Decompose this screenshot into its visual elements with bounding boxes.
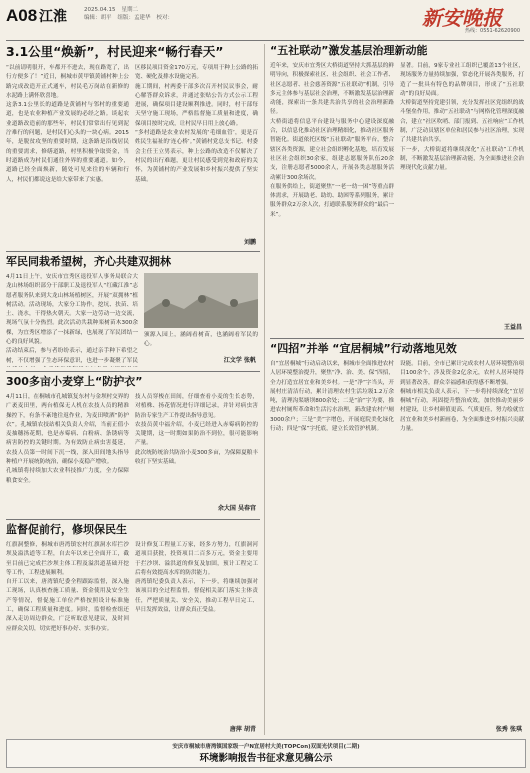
banner-title: 环境影响报告书征求意见稿公示	[199, 753, 333, 764]
article-body: 设能。目前，全市已累计完成农村人居环境整治项目100余个，涉及资金2亿余元，农村人居环境得到显著改善，群众幸福感和获得感不断增强。 桐城市相关负责人表示，下一步将持续深化“宜居桐城”行动，巩固提升整治成效，加快推动美丽乡村建设，让乡村颜值更高、气质更佳，努力绘就宜居宜业和美乡村新画卷，为全面推进乡村振兴贡献力量。	[400, 361, 524, 433]
article-body: 技人员穿梭在田间，仔细查看小麦的生长态势，对植株、扬花情况进行详细记录，并针对病虫害防治专家生产工作提出指导意见。 农技员黄中福介绍，小麦已经进入赤霉病防控的关键期，这一时期如果防治不到位，很可能影响产量。 此次统防统治共防治小麦300多亩，为保障夏粮丰收打下坚实基础。	[135, 394, 258, 466]
section-divider	[6, 251, 260, 252]
issue-weekday: 星期二	[121, 7, 139, 13]
article-body: 4月11日，在桐城市孔城镇复东村与金坝村交界的广袤麦田里，两台植保无人机在农技人员的精准操控下，有条不紊地往返作业，为麦田喷洒“防护衣”。孔城镇农技站相关负责人介绍，当前正值小麦抽穗扬花期，也是赤霉病、白粉病、条锈病等病害防控的关键时期。为有效防止病虫害蔓延，农技人员第一时间下沉一线，深入田间地头指导种植户开展统防统治，确保小麦稳产增收。 孔城镇将持续加大农业科技推广力度，全力保障粮食安全。	[6, 394, 129, 484]
public-notice-banner	[6, 739, 526, 768]
article-headline: 3.1公里“焕新”，村民迎来“畅行春天”	[6, 44, 224, 59]
masthead-rule	[6, 40, 524, 41]
article-body: 设计修复工程量工万家，经多方努力，红旗洞河道项目获批，投资项目二百多万元，资金主要用于拦沙坝、溢洪道的修复及加固，预计工程完工后将有效提高水库的防洪能力。 唐湾镇纪委负责人表示，下一步，将继续加强对该项目的全过程监督，督促相关部门落实主体责任，严把质量关、安全关，推动工程早日完工、早日发挥效益，让群众真正受益。	[135, 542, 258, 614]
article-body: 近年来，安庆市宜秀区大桥街道坚持大抓基层的鲜明导向，积极探索社区、社会组织、社会工作者、社区志愿者、社会慈善资源“五社联动”机制，引导多元主体参与基层社会治理，不断激发基层治理新动能，探索出一条共建共治共享的社会治理新路径。 大桥街道将信息平台建设与服务中心建设深度融合，以信息化推动社区治理精细化，推动社区服务智能化。街道依托区级“五社联动”服务平台，整合辖区各类资源，建立社会组织孵化基地，培育发展社区社会组织30余家，组建志愿服务队伍20余支，注册志愿者5000余人，开展各类志愿服务活动累计300余场次。 在服务供给上，街道聚焦“一老一幼一困”等重点群体需求，开展助老、助幼、助困等系列服务，累计服务群众2万余人次，打通联系服务群众的“最后一米”。	[270, 63, 394, 218]
article-byline: 江文学 张帆	[223, 357, 256, 364]
article-headline: 监督促前行，修坝保民生	[6, 523, 127, 536]
proof-credit: 校对：	[156, 14, 174, 21]
article-village-road	[6, 44, 258, 249]
banner-project-name: 安庆市桐城市唐湾镇国家级一户N宜居村大美(TOPCon)双面光伏项目(二期)	[172, 744, 360, 750]
issue-meta	[84, 7, 179, 22]
article-dam-supervision	[6, 523, 258, 735]
section-title: 江淮	[39, 9, 67, 25]
article-byline: 刘鹏	[243, 239, 256, 246]
masthead	[0, 0, 530, 40]
photo-placeholder-icon	[144, 273, 258, 328]
article-headline: “五社联动”激发基层治理新动能	[270, 44, 428, 57]
issue-date: 2025.04.15	[84, 7, 116, 13]
article-tree-planting	[6, 255, 258, 367]
article-body: 红旗洞整修，桐城市唐湾镇宏村红旗洞水库拦沙坝及溢洪道等工程，自去年以来已全面开工，截至目前已完成拦沙坝主体工程及溢洪道基础开挖等工作，工程进展顺利。 自开工以来，唐湾镇纪委全程跟踪监督，深入施工现场，认真核查施工质量、资金使用及安全生产等情况，督促施工单位严格按照设计标准施工，确保工程质量和进度。同时，监督检查组还深入走访周边群众，广泛听取意见建议，及时回应群众关切，切实把好事办好、实事办实。	[6, 542, 129, 632]
article-headline: 300多亩小麦穿上“防护衣”	[6, 375, 143, 388]
article-headline: “四招”并举 “宜居桐城”行动落地见效	[270, 342, 457, 355]
section-divider	[6, 519, 260, 520]
article-body: 显著。目前，9家专业社工组织已覆盖13个社区，现场服务力量持续加强，常态化开展各类服务，打造了一批具有特色的品牌项目，形成了“五社联动”的良好局面。 大桥街道坚持党建引领，充分发挥社区党组织的战斗堡垒作用，推动“五社联动”与网格化管理深度融合，建立“社区吹哨、部门报到、五社响应”工作机制，广泛动员辖区单位和居民参与社区治理，实现了共建共治共享。 下一步，大桥街道将继续深化“五社联动”工作机制，不断激发基层治理新动能，为全面推进社会治理现代化贡献力量。	[400, 63, 524, 172]
article-wheat-protection	[6, 375, 258, 515]
article-byline: 唐萍 胡青	[229, 726, 256, 733]
editor-credit: 编辑：胡平	[84, 14, 112, 21]
hotline: 热线：0551-62620900	[465, 28, 520, 34]
column-divider	[264, 44, 265, 735]
article-headline: 军民同栽希望树，齐心共建双拥林	[6, 255, 171, 268]
article-byline: 余大国 吴春宫	[217, 505, 256, 512]
section-divider	[6, 371, 260, 372]
article-body: 4月11日上午，安庆市宜秀区退役军人事务局联合大龙山林场组织部分干部职工及退役军人“红藏江淮”志愿者服务队来到大龙山林场植树区，开展“双拥林”植树活动。活动现场，大家分工协作，挖坑、扶苗、培土、浇水，干得热火朝天。大家一边劳动一边交流，现场气氛十分热烈。此次活动共栽种栾树苗木300余棵，为宜秀区增添了一抹新绿，也展现了军民团结一心的良好风貌。 活动结束后，参与者纷纷表示，通过亲手种下希望之树，不仅增强了生态环保意识，也进一步凝聚了军民	[6, 274, 138, 364]
article-byline: 张秀 张琪	[495, 726, 522, 733]
article-body: “以前请明很开，车都开不进去，现在路宽了，出行方便多了！”近日，桐城市黄甲镇黄铺村种上公路完成改造开正式通车，村民毛万岗站在新修的水泥路上满怀欣喜地。 这条3.1公里长的道路是黄铺村与邻村的重要通道，也是农业种植产业发展的必经之路。谈起农业道路改造前的那些年，村民们常常出行见到泥泞难行的问题，是村民们心头的一块心病。2015年，是脱贫攻坚的重要时期，这条路是沿线居民的重要需求，修缮道路，村里积极争取资金，当时道路成为村民们通往外界的重要通道。如今，道路已经全面焕新，随处可见来往的车辆和行人，村民们都说这是给大家带来了实惠。	[6, 65, 129, 183]
section-divider	[270, 338, 524, 339]
article-byline: 王益昌	[503, 324, 522, 331]
tree-planting-photo	[144, 273, 258, 328]
article-body: 颁源入园上，涵阔看树苗，也涵阔看军民的心。	[144, 332, 258, 348]
article-five-social-linkage	[270, 44, 524, 334]
article-body: 区移民项目资金170万元，专项用于种上公路的拓宽、硬化及排水设施完善。 施工期间，村两委干部多次召开村民议事会，耐心解答群众诉求，并通过张贴公告方式公示工程进展，确保项目建设顺利推进。同时，村干部每天坚守施工现场，严格监督施工质量和进度，确保项目按时完成，让村民早日用上放心路。 “多村道路是农业农村发展的‘毛细血管’，更是百姓民生福祉的‘连心桥’。”黄铺村党总支书记、村委会主任王立男表示，种上公路的改造不仅解决了村民的出行难题，更让村民感受到党和政府的关怀，为黄铺村的产业发展和乡村振兴提供了坚实基础。	[135, 65, 258, 183]
article-body: 自“宜居桐城”行动启动以来，桐城市全面推进农村人居环境整治提升，聚焦“净、治、美、保”四招，全力打造宜居宜业和美乡村。一是“净”字当头，开展村庄清洁行动，累计清理农村生活垃圾1.2万余吨，清理沟渠塘坝800余处；二是“治”字为要，推进农村厕所革命和生活污水治理，新改建农村户厕3000余户；三是“美”字增色，开展庭院美化绿化行动；四是“保”字托底，建立长效管护机制。	[270, 361, 394, 433]
article-livable-tongcheng	[270, 342, 524, 735]
designer-credit: 组版：孟建华	[117, 14, 151, 21]
newspaper-logo: 新安晚报	[422, 6, 502, 30]
page-number: A08	[6, 6, 38, 25]
